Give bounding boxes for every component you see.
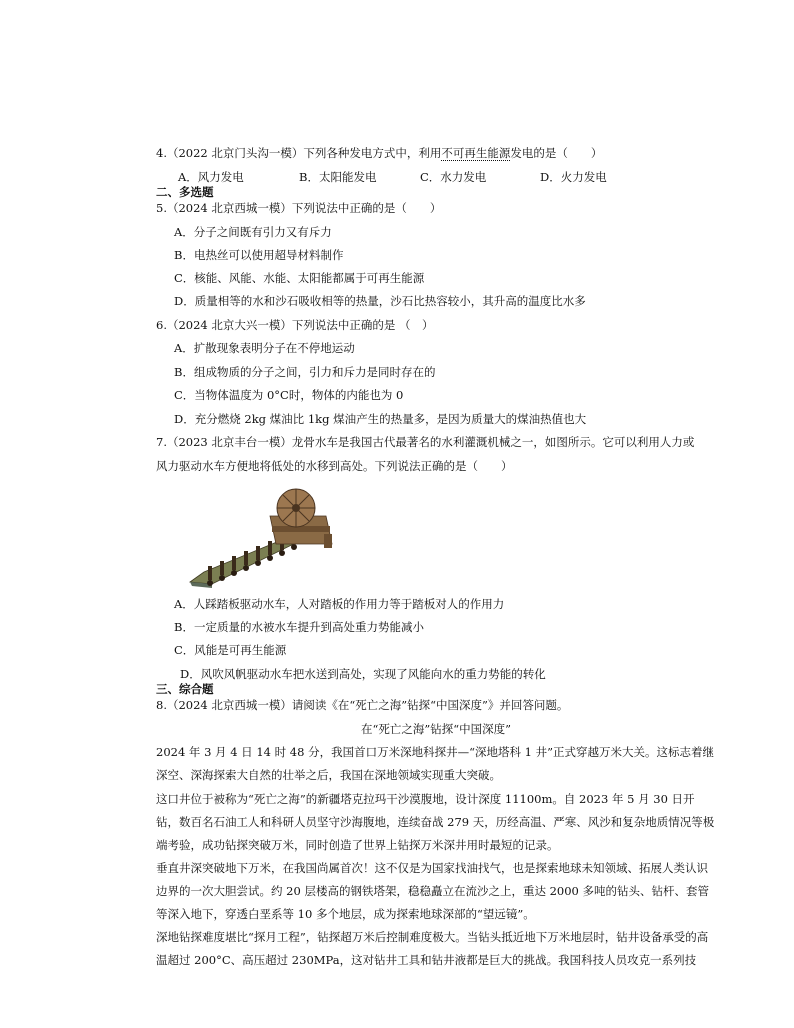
q4-options bbox=[0, 169, 794, 185]
q6-option-c[interactable]: C．当物体温度为 0°C时，物体的内能也为 0 bbox=[174, 388, 404, 402]
frame-leg bbox=[324, 534, 332, 548]
q6-stem: 6.（2024 北京大兴一模）下列说法中正确的是 （ ） bbox=[156, 318, 434, 332]
q6-option-b[interactable]: B．组成物质的分子之间，引力和斥力是同时存在的 bbox=[174, 365, 436, 379]
q4-stem bbox=[156, 145, 602, 161]
q5-option-c[interactable]: C．核能、风能、水能、太阳能都属于可再生能源 bbox=[174, 271, 425, 285]
q7-option-a[interactable]: A．人踩踏板驱动水车，人对踏板的作用力等于踏板对人的作用力 bbox=[174, 597, 505, 611]
q4-option-b[interactable]: B．太阳能发电 bbox=[299, 170, 377, 184]
q4-stem-emphasis: 不可再生能源 bbox=[441, 146, 511, 160]
dragon-bone-water-wheel-image bbox=[186, 486, 336, 592]
wheel-hub bbox=[292, 504, 300, 512]
q7-option-b[interactable]: B．一定质量的水被水车提升到高处重力势能减小 bbox=[174, 620, 424, 634]
q5-option-d[interactable]: D．质量相等的水和沙石吸收相等的热量，沙石比热容较小，其升高的温度比水多 bbox=[174, 294, 586, 308]
q6-option-d[interactable]: D．充分燃烧 2kg 煤油比 1kg 煤油产生的热量多，是因为质量大的煤油热值也大 bbox=[174, 412, 587, 426]
q7-stem-line1: 7.（2023 北京丰台一模）龙骨水车是我国古代最著名的水利灌溉机械之一，如图所示。它可以利用人力或 bbox=[156, 435, 695, 449]
q5-option-a[interactable]: A．分子之间既有引力又有斥力 bbox=[174, 225, 332, 239]
section-multiple-choice-heading: 二、多选题 bbox=[156, 185, 214, 199]
q8-article-title: 在“死亡之海”钻探“中国深度” bbox=[360, 722, 511, 736]
q7-option-d[interactable]: D．风吹风帆驱动水车把水送到高处，实现了风能向水的重力势能的转化 bbox=[180, 667, 546, 681]
q4-stem-pre: 4.（2022 北京门头沟一模）下列各种发电方式中，利用 bbox=[156, 146, 442, 160]
q8-paragraph-4: 深地钻探难度堪比“探月工程”，钻探超万米后控制难度极大。当钻头抵近地下万米地层时，钻井设备承受的高温超过 200°C、高压超过 230MPa，这对钻井工具和钻井液都是巨大的挑战。我国科技人员攻克一系列技 bbox=[156, 930, 709, 967]
q4-stem-post: 发电的是（ ） bbox=[510, 146, 603, 160]
q4-option-d[interactable]: D．火力发电 bbox=[540, 170, 607, 184]
q8-paragraph-2: 这口井位于被称为“死亡之海”的新疆塔克拉玛干沙漠腹地，设计深度 11100m。自 2023 年 5 月 30 日开钻，数百名石油工人和科研人员坚守沙海腹地，连续奋战 279 天，历经高温、严寒、风沙和复杂地质情况等极端考验，成功钻探突破万米，同时创造了世界上钻探万米深井用时最短的记录。 bbox=[156, 792, 715, 852]
section-comprehensive-heading: 三、综合题 bbox=[156, 682, 214, 696]
q5-stem: 5.（2024 北京西城一模）下列说法中正确的是（ ） bbox=[156, 201, 442, 215]
q8-paragraph-3: 垂直井深突破地下万米，在我国尚属首次！这不仅是为国家找油找气，也是探索地球未知领域、拓展人类认识边界的一次大胆尝试。约 20 层楼高的钢铁塔架，稳稳矗立在流沙之上，重达 2000 多吨的钻头、钻杆、套管等深入地下，穿透白垩系等 10 多个地层，成为探索地球深部的“望远镜”。 bbox=[156, 861, 710, 921]
q7-stem-line2: 风力驱动水车方便地将低处的水移到高处。下列说法正确的是（ ） bbox=[156, 459, 513, 473]
frame-beam bbox=[272, 526, 330, 532]
q8-paragraph-1: 2024 年 3 月 4 日 14 时 48 分，我国首口万米深地科探井—“深地塔科 1 井”正式穿越万米大关。这标志着继深空、深海探索大自然的壮举之后，我国在深地领域实现重大突破。 bbox=[156, 745, 714, 782]
q4-option-c[interactable]: C．水力发电 bbox=[420, 170, 487, 184]
q7-option-c[interactable]: C．风能是可再生能源 bbox=[174, 643, 287, 657]
q4-option-a[interactable]: A．风力发电 bbox=[178, 170, 244, 184]
q6-option-a[interactable]: A．扩散现象表明分子在不停地运动 bbox=[174, 341, 355, 355]
q8-stem: 8.（2024 北京西城一模）请阅读《在“死亡之海”钻探“中国深度”》并回答问题。 bbox=[156, 698, 569, 712]
q5-option-b[interactable]: B．电热丝可以使用超导材料制作 bbox=[174, 248, 344, 262]
